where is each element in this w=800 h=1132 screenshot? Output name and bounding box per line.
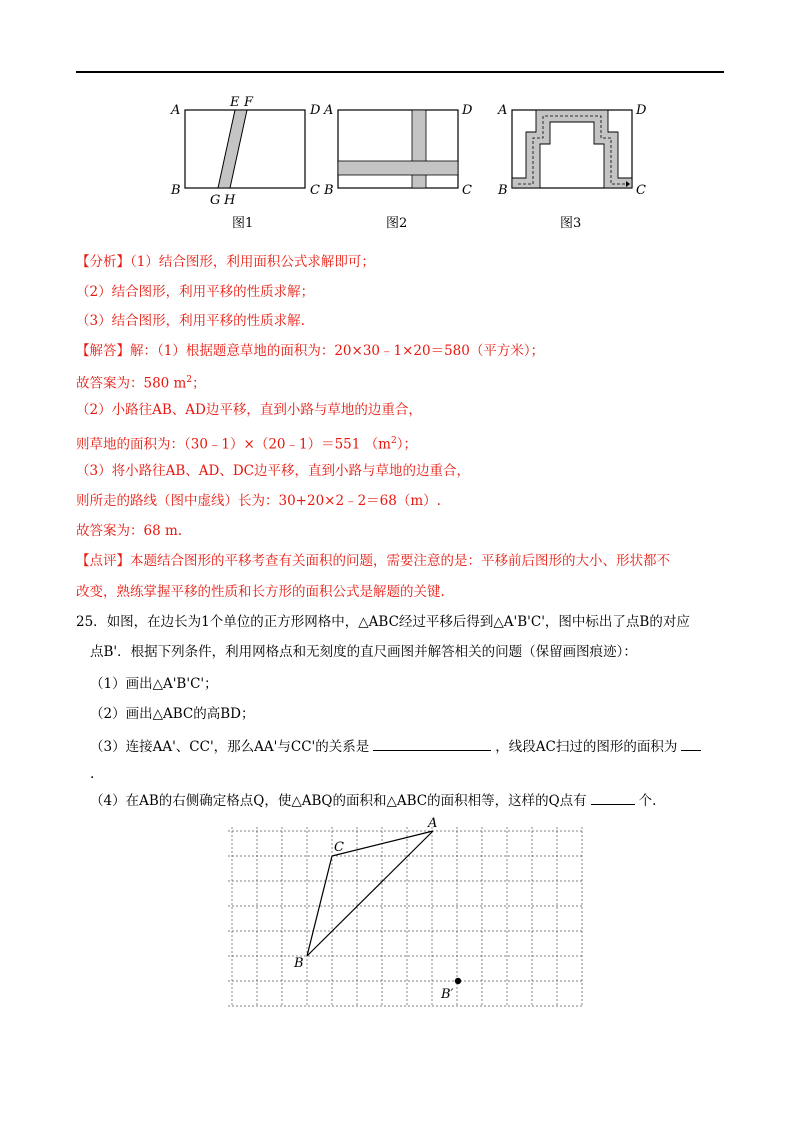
answer-blank-area[interactable] [681,736,701,751]
fig1-label-a: A [171,103,181,118]
fig3-label-d: D [636,103,647,118]
segment-ab [307,831,433,956]
figure-1 [170,95,321,231]
question-part-4a: （4）在AB的右侧确定格点Q，使△ABQ的面积和△ABC的面积相等，这样的Q点有 [90,793,587,809]
question-part-1: （1）画出△A'B'C'； [90,676,218,692]
question-part-3b: ，线段AC扫过的图形的面积为 [495,739,678,755]
grid-label-b-prime: B′ [441,987,454,1002]
comment-line-2: 改变，熟练掌握平移的性质和长方形的面积公式是解题的关键. [76,584,445,600]
fig1-label-d: D [310,103,321,118]
question-part-3 [90,736,705,757]
fig1-caption: 图1 [232,216,254,231]
question-part-4b: 个. [638,793,657,809]
comment-tag: 【点评】 [76,553,130,569]
grid-label-b: B [294,956,304,971]
answer-blank-count[interactable] [591,790,635,805]
analysis-line-3: （3）结合图形，利用平移的性质求解. [76,313,305,329]
solution-text-2b: ； [192,375,206,392]
figure-3 [497,103,647,231]
point-b-prime [455,978,461,984]
comment-text-1: 本题结合图形的平移考查有关面积的问题，需要注意的是：平移前后图形的大小、形状都不 [130,553,670,569]
header-rule [76,71,724,73]
fig1-label-c: C [310,183,320,198]
fig1-label-e: E [230,95,240,110]
solution-text-1: 解：（1）根据题意草地的面积为：20×30﹣1×20＝580（平方米）； [130,343,545,359]
fig3-label-a: A [498,103,508,118]
question-number: 25． [76,614,107,630]
fig3-label-c: C [636,183,646,198]
question-line-2: 点B'．根据下列条件，利用网格点和无刻度的直尺画图并解答相关的问题（保留画图痕迹）： [90,644,637,660]
segment-ac [332,831,433,856]
question-line-1 [76,612,690,632]
question-part-3a: （3）连接AA'、CC'，那么AA'与CC'的关系是 [90,739,370,755]
solution-tag: 【解答】 [76,343,130,359]
solution-line-2 [76,370,206,394]
fig3-label-b: B [498,183,508,198]
analysis-line-2: （2）结合图形，利用平移的性质求解； [76,284,315,300]
grid-label-c: C [334,840,344,855]
fig2-caption: 图2 [386,216,408,231]
question-part-2: （2）画出△ABC的高BD； [90,706,255,722]
fig2-label-c: C [462,183,472,198]
solution-text-4a: 则草地的面积为：（30﹣1）×（20﹣1）＝551 （m [76,436,391,453]
fig2-label-b: B [324,183,334,198]
question-part-4 [90,790,656,811]
grid-lines [228,827,582,1006]
solution-line-3: （2）小路往AB、AD边平移，直到小路与草地的边重合， [76,402,422,418]
fig2-label-a: A [324,103,334,118]
solution-text-2a: 故答案为：580 m [76,375,187,392]
fig3-caption: 图3 [560,216,582,231]
fig1-label-h: H [224,193,236,208]
solution-line-7: 故答案为：68 m. [76,523,183,539]
fig1-label-f: F [244,95,254,110]
analysis-line-1 [76,252,375,272]
fig1-label-b: B [171,183,181,198]
solution-sup-4: 2 [390,436,397,446]
solution-line-5: （3）将小路往AB、AD、DC边平移，直到小路与草地的边重合， [76,463,470,479]
fig1-label-g: G [210,193,221,208]
question-part-3-end: . [90,766,95,782]
solution-line-6: 则所走的路线（图中虚线）长为：30+20×2﹣2＝68（m）. [76,493,441,509]
solution-line-4 [76,431,417,455]
grid-figure [228,810,598,1015]
analysis-text-1: （1）结合图形，利用面积公式求解即可； [130,254,375,270]
figure-2 [323,103,473,231]
answer-blank-relation[interactable] [373,736,491,751]
fig2-label-d: D [462,103,473,118]
comment-line-1 [76,551,670,571]
analysis-tag: 【分析】 [76,254,130,270]
solution-line-1 [76,341,544,361]
solution-text-4b: ）； [396,436,417,453]
grid-svg [228,810,598,1015]
question-text-1: 如图，在边长为1个单位的正方形网格中，△ABC经过平移后得到△A'B'C'，图中标出了点B的对应 [106,614,690,630]
figures-svg [160,90,660,240]
figures-row [160,90,660,240]
solution-sup-2: 2 [186,375,193,385]
grid-label-a: A [428,816,438,831]
